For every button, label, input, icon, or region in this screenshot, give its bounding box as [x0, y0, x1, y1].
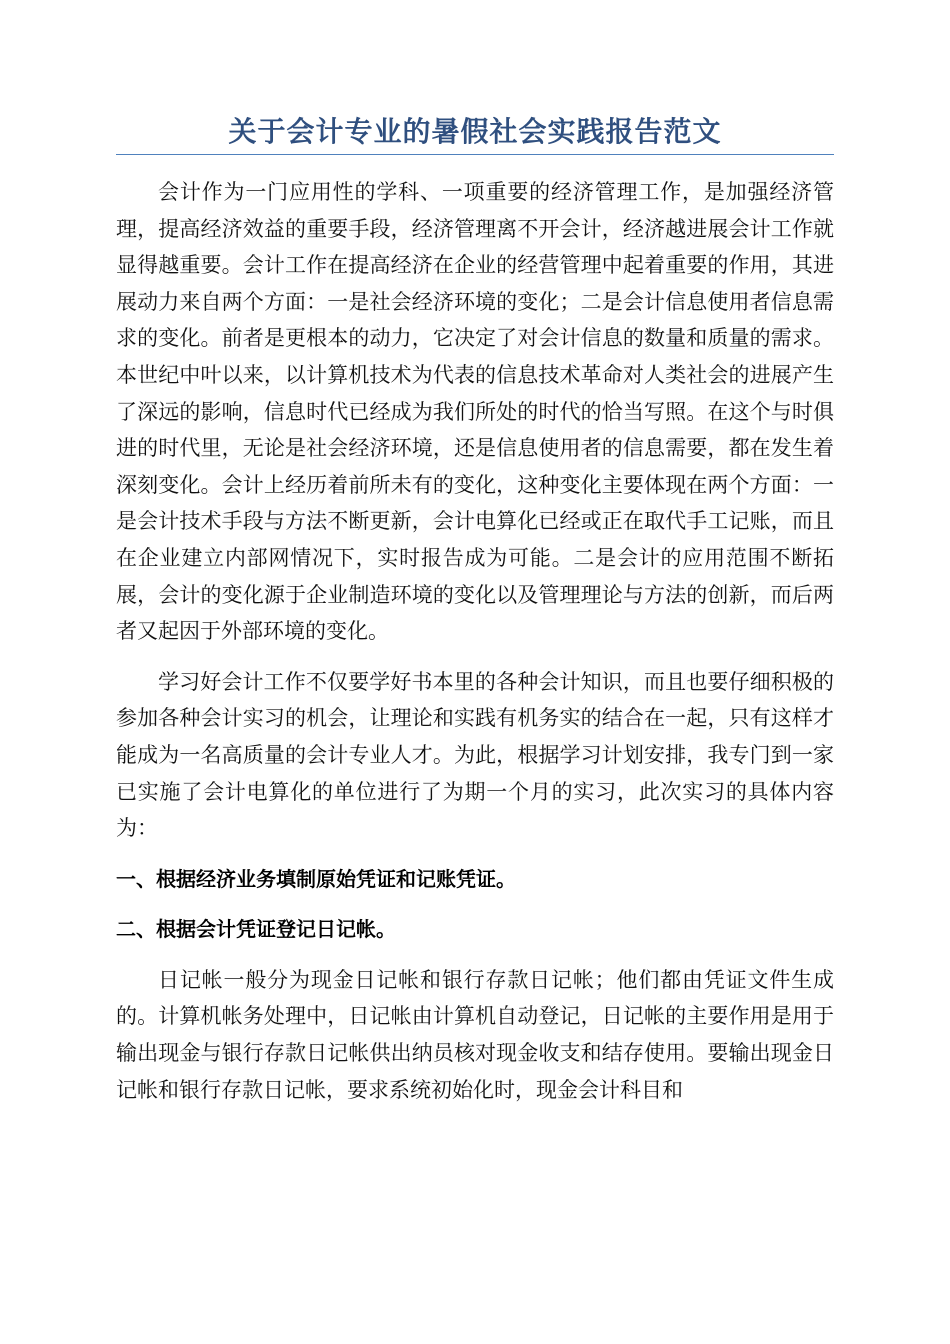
paragraph-spacer: [116, 650, 834, 664]
body-paragraph-2: 学习好会计工作不仅要学好书本里的各种会计知识，而且也要仔细积极的参加各种会计实习的机会，让理论和实践有机务实的结合在一起，只有这样才能成为一名高质量的会计专业人才。为此，根据学习计划安排，我专门到一家已实施了会计电算化的单位进行了为期一个月的实习，此次实习的具体内容为：: [116, 669, 834, 841]
document-title: 关于会计专业的暑假社会实践报告范文: [228, 115, 722, 148]
title-underline: [116, 154, 834, 155]
section-heading-1: 一、根据经济业务填制原始凭证和记账凭证。: [116, 866, 516, 891]
paragraph-spacer: [116, 897, 834, 911]
document-body: [116, 174, 834, 1108]
paragraph-spacer: [116, 847, 834, 861]
section-heading-2: 二、根据会计凭证登记日记帐。: [116, 917, 396, 942]
paragraph-spacer: [116, 948, 834, 962]
body-paragraph-3: 日记帐一般分为现金日记帐和银行存款日记帐；他们都由凭证文件生成的。计算机帐务处理中，日记帐由计算机自动登记，日记帐的主要作用是用于输出现金与银行存款日记帐供出纳员核对现金收支和结存使用。要输出现金日记帐和银行存款日记帐，要求系统初始化时，现金会计科目和: [116, 967, 834, 1102]
body-paragraph-1: 会计作为一门应用性的学科、一项重要的经济管理工作，是加强经济管理，提高经济效益的重要手段，经济管理离不开会计，经济越进展会计工作就显得越重要。会计工作在提高经济在企业的经营管理中起着重要的作用，其进展动力来自两个方面：一是社会经济环境的变化；二是会计信息使用者信息需求的变化。前者是更根本的动力，它决定了对会计信息的数量和质量的需求。本世纪中叶以来，以计算机技术为代表的信息技术革命对人类社会的进展产生了深远的影响，信息时代已经成为我们所处的时代的恰当写照。在这个与时俱进的时代里，无论是社会经济环境，还是信息使用者的信息需要，都在发生着深刻变化。会计上经历着前所未有的变化，这种变化主要体现在两个方面：一是会计技术手段与方法不断更新，会计电算化已经或正在取代手工记账，而且在企业建立内部网情况下，实时报告成为可能。二是会计的应用范围不断拓展，会计的变化源于企业制造环境的变化以及管理理论与方法的创新，而后两者又起因于外部环境的变化。: [116, 180, 834, 644]
